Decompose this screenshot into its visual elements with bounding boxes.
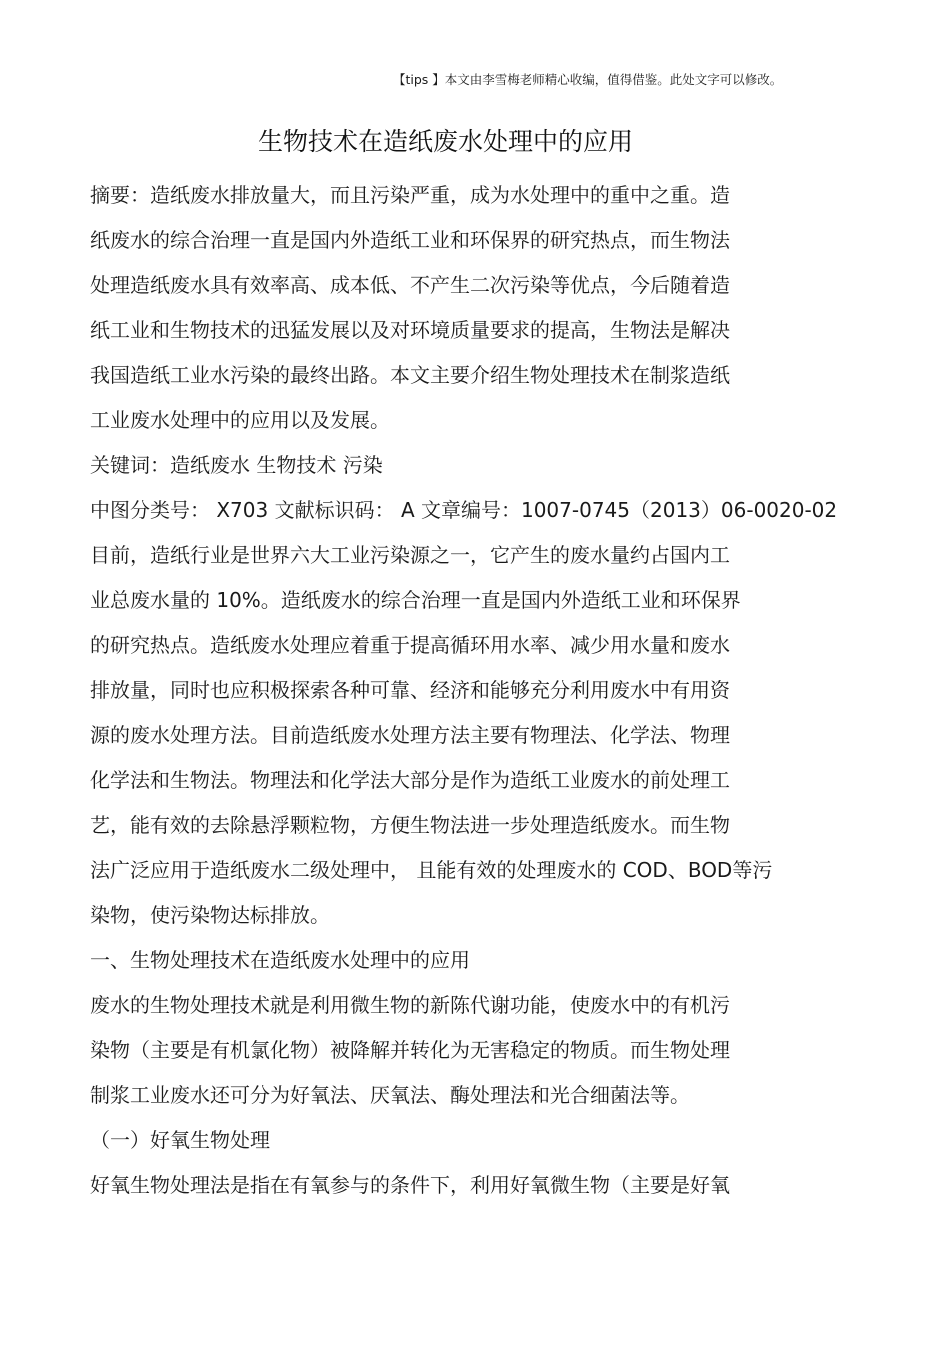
subsection-heading-1: （一）好氧生物处理 <box>90 1128 270 1152</box>
body-line-1: 目前，造纸行业是世界六大工业污染源之一，它产生的废水量约占国内工 <box>90 543 730 567</box>
section-line-1: 废水的生物处理技术就是利用微生物的新陈代谢功能，使废水中的有机污 <box>90 993 730 1017</box>
abstract-line-6: 工业废水处理中的应用以及发展。 <box>90 408 390 432</box>
body-line-4: 排放量，同时也应积极探索各种可靠、经济和能够充分利用废水中有用资 <box>90 678 730 702</box>
keywords-line: 关键词：造纸废水 生物技术 污染 <box>90 453 383 477</box>
header-tips: 【tips 】本文由李雪梅老师精心收编，值得借鉴。此处文字可以修改。 <box>393 72 783 87</box>
page-title: 生物技术在造纸废水处理中的应用 <box>258 127 634 156</box>
body-line-2: 业总废水量的 10%。造纸废水的综合治理一直是国内外造纸工业和环保界 <box>90 588 741 612</box>
abstract-line-1: 摘要：造纸废水排放量大，而且污染严重，成为水处理中的重中之重。造 <box>90 183 730 207</box>
body-line-8: 法广泛应用于造纸废水二级处理中， 且能有效的处理废水的 COD、BOD等污 <box>90 858 773 882</box>
abstract-line-3: 处理造纸废水具有效率高、成本低、不产生二次污染等优点，今后随着造 <box>90 273 730 297</box>
abstract-line-4: 纸工业和生物技术的迅猛发展以及对环境质量要求的提高，生物法是解决 <box>90 318 730 342</box>
classification-line: 中图分类号： X703 文献标识码： A 文章编号：1007-0745（2013）06-0020-02 <box>90 498 838 522</box>
section-line-3: 制浆工业废水还可分为好氧法、厌氧法、酶处理法和光合细菌法等。 <box>90 1083 690 1107</box>
body-line-3: 的研究热点。造纸废水处理应着重于提高循环用水率、减少用水量和废水 <box>90 633 730 657</box>
subsection-line-1: 好氧生物处理法是指在有氧参与的条件下，利用好氧微生物（主要是好氧 <box>90 1173 730 1197</box>
body-line-9: 染物，使污染物达标排放。 <box>90 903 330 927</box>
body-line-6: 化学法和生物法。物理法和化学法大部分是作为造纸工业废水的前处理工 <box>90 768 730 792</box>
section-heading-1: 一、生物处理技术在造纸废水处理中的应用 <box>90 948 470 972</box>
abstract-line-2: 纸废水的综合治理一直是国内外造纸工业和环保界的研究热点，而生物法 <box>90 228 730 252</box>
abstract-line-5: 我国造纸工业水污染的最终出路。本文主要介绍生物处理技术在制浆造纸 <box>90 363 730 387</box>
body-line-5: 源的废水处理方法。目前造纸废水处理方法主要有物理法、化学法、物理 <box>90 723 730 747</box>
body-line-7: 艺，能有效的去除悬浮颗粒物，方便生物法进一步处理造纸废水。而生物 <box>90 813 730 837</box>
section-line-2: 染物（主要是有机氯化物）被降解并转化为无害稳定的物质。而生物处理 <box>90 1038 730 1062</box>
